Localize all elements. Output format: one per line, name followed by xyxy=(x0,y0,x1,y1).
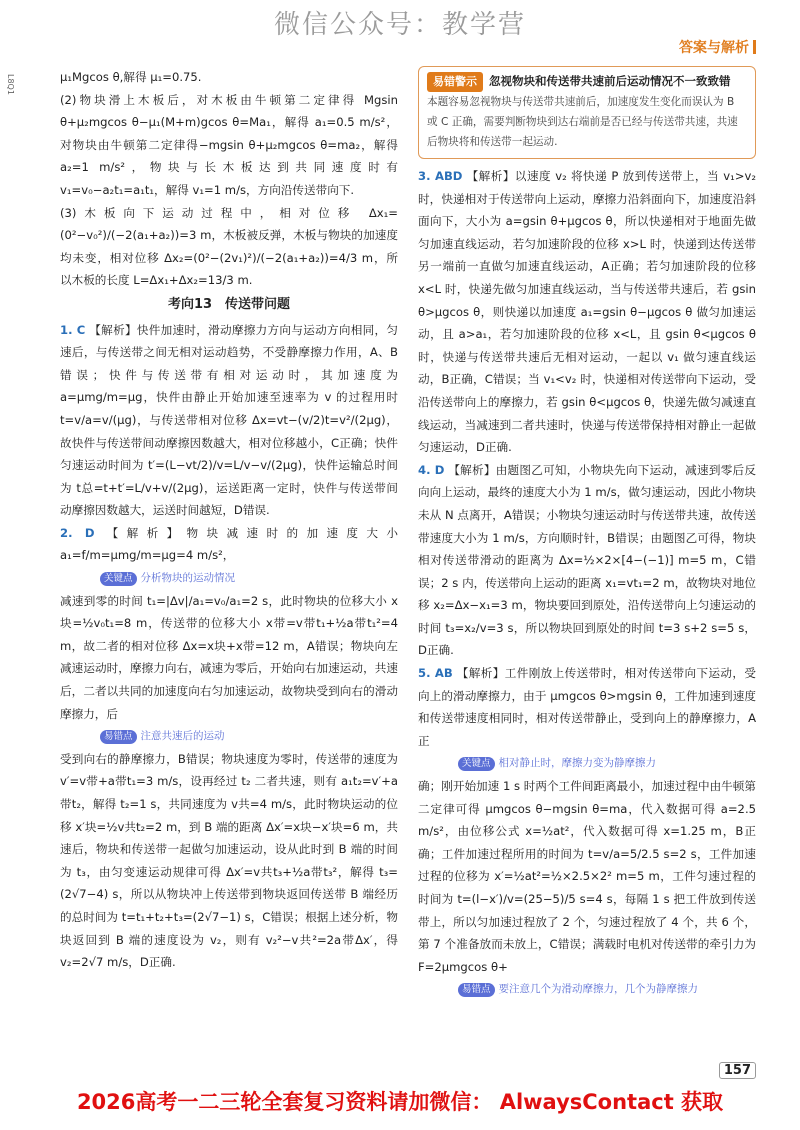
promo-footer: 2026高考一二三轮全套复习资料请加微信： AlwaysContact 获取 xyxy=(76,1090,724,1114)
question-number: 3. ABD xyxy=(418,169,463,183)
question-number: 2. D xyxy=(60,525,95,540)
key-point-badge: 关键点 xyxy=(100,572,137,586)
paragraph: 减速到零的时间 t₁=|Δv|/a₁=v₀/a₁=2 s，此时物块的位移大小 x块=½v₀t₁=8 m，传送带的位移大小 x带=v带t₁+½a带t₁²=4 m，故二者的相对位移 Δx=x块+x带=12 m，A错误；物块向左减速运动时，摩擦力向右，减速为零后，开始向右加速运动，共速后，二者以共同的加速度向右匀加速运动，故物块受到向右的滑动摩擦力，后 xyxy=(60,593,398,721)
error-point-badge: 易错点 xyxy=(100,730,137,744)
paragraph: (3)木板向下运动过程中，相对位移 Δx₁=(0²−v₀²)/(−2(a₁+a₂))=3 m，木板被反弹，木板与物块的加速度均未变，相对位移 Δx₂=(0²−(2v₁)²)/(−2(a₁+a₂))=4/3 m，所以木板的长度 L=Δx₁+Δx₂=13/3 m. xyxy=(60,205,398,288)
key-point-note: 关键点 分析物块的运动情况 xyxy=(60,567,398,590)
answer-section-label: 答案与解析 xyxy=(679,37,756,57)
warning-title: 忽视物块和传送带共速前后运动情况不一致致错 xyxy=(489,74,731,88)
warning-tag: 易错警示 xyxy=(427,72,483,92)
question-2: 2. D 【解析】物块减速时的加速度大小 a₁=f/m=μmg/m=μg=4 m/s²， xyxy=(60,525,398,563)
question-3: 3. ABD 【解析】以速度 v₂ 将快递 P 放到传送带上，当 v₁>v₂ 时，快递相对于传送带向上运动，摩擦力沿斜面向下，加速度沿斜面向下，大小为 a=gsin θ+μgcos θ，所以快递相对于地面先做匀加速直线运动，若匀加速阶段的位移 x>L 时，快递到达传送带另一端前一直做匀加速直线运动，A正确；若匀加速阶段的位移 x<L 时，快递先做匀加速直线运动，当与传送带共速后，若 gsin θ>μgcos θ，则快递以加速度 a₁=gsin θ−μgcos θ 做匀加速运动，且 a>a₁，若匀加速阶段的位移 x<L，且 gsin θ<μgcos θ 时，快递与传送带共速后无相对运动，一起以 v₁ 做匀速直线运动，B正确，C错误；当 v₁<v₂ 时，快递相对传送带向下运动，受沿传送带向上的摩擦力，若 gsin θ<μgcos θ，快递先做匀减速直线运动，当减速到二者共速时，快递与传送带保持相对静止一起做匀速运动，D正确. xyxy=(418,169,756,455)
question-number: 5. AB xyxy=(418,666,453,681)
question-5: 5. AB 【解析】工件刚放上传送带时，相对传送带向下运动，受向上的滑动摩擦力，由于 μmgcos θ>mgsin θ，工件加速到速度和传送带速度相同时，相对传送带静止，受到向上的静摩擦力，A正 xyxy=(418,666,756,748)
page-number: 157 xyxy=(719,1062,756,1079)
side-code: L8Q1 xyxy=(6,74,15,95)
key-point-badge: 关键点 xyxy=(458,757,495,771)
question-4: 4. D 【解析】由题图乙可知，小物块先向下运动，减速到零后反向向上运动，最终的速度大小为 1 m/s，做匀速运动，因此小物块未从 N 点离开，A错误；小物块匀速运动时与传送带共速，故传送带速度大小为 1 m/s，方向顺时针，B错误；由题图乙可得，物块相对传送带滑动的距离为 Δx=½×2×[4−(−1)] m=5 m，C错误；2 s 内，传送带向上运动的距离 x₁=vt₁=2 m，故物块对地位移 x₂=Δx−x₁=3 m，物块要回到原处，沿传送带向上匀速运动的时间 t₃=x₂/v=3 s，所以物块回到原处的时间 t=3 s+2 s=5 s，D正确. xyxy=(418,462,756,658)
paragraph: 受到向右的静摩擦力，B错误；物块速度为零时，传送带的速度为 v′=v带+a带t₁=3 m/s，设再经过 t₂ 二者共速，则有 a₁t₂=v′+a带t₂，解得 t₂=1 s，共同速度为 v共=4 m/s，此时物块运动的位移 x′块=½v共t₂=2 m，到 B 端的距离 Δx′=x块−x′块=6 m，共速后，物块和传送带一起做匀加速运动，设从此时到 B 端的时间为 t₃，由匀变速运动规律可得 Δx′=v共t₃+½a带t₃²，解得 t₃=(2√7−4) s，所以从物块冲上传送带到物块返回传送带 B 端经历的总时间为 t=t₁+t₂+t₃=(2√7−1) s，C错误；根据上述分析，物块返回到 B 端的速度设为 v₂，则有 v₂²−v共²=2a带Δx′，得 v₂=2√7 m/s，D正确. xyxy=(60,751,398,970)
wechat-watermark: 微信公众号：教学营 xyxy=(273,10,526,40)
left-column xyxy=(60,66,398,974)
error-point-badge: 易错点 xyxy=(458,983,495,997)
question-number: 4. D xyxy=(418,462,445,477)
error-point-note: 易错点 注意共速后的运动 xyxy=(60,725,398,748)
section-title: 考向13 传送带问题 xyxy=(167,296,291,312)
right-column xyxy=(418,66,756,1001)
error-point-note: 易错点 要注意几个为滑动摩擦力，几个为静摩擦力 xyxy=(418,978,756,1001)
question-number: 1. C xyxy=(60,322,86,337)
paragraph: μ₁Mgcos θ,解得 μ₁=0.75. xyxy=(60,70,202,84)
error-warning-box xyxy=(418,66,756,159)
warning-body: 本题容易忽视物块与传送带共速前后，加速度发生变化而误认为 B 或 C 正确，需要判断物块到达右端前是否已经与传送带共速，共速后物块将和传送带一起运动. xyxy=(427,96,738,148)
paragraph: 确；刚开始加速 1 s 时两个工件间距离最小，加速过程中由牛顿第二定律可得 μmgcos θ−mgsin θ=ma，代入数据可得 a=2.5 m/s²，由位移公式 x=½at²，代入数据可得 x=1.25 m，B正确；工件加速过程所用的时间为 t=v/a=5/2.5 s=2 s，工件加速过程的位移为 x′=½at²=½×2.5×2² m=5 m，工件匀速过程的时间为 t=(l−x′)/v=(25−5)/5 s=4 s，每隔 1 s 把工件放到传送带上，所以匀加速过程放了 2 个，匀速过程放了 4 个，共 6 个，第 7 个准备放而未放上，C错误；满载时电机对传送带的牵引力为 F=2μmgcos θ+ xyxy=(418,779,756,974)
paragraph: (2)物块滑上木板后，对木板由牛顿第二定律得 Mgsin θ+μ₂mgcos θ−μ₁(M+m)gcos θ=Ma₁，解得 a₁=0.5 m/s²，对物块由牛顿第二定律得−mgsin θ+μ₂mgcos θ=ma₂，解得 a₂=1 m/s²，物块与长木板达到共同速度时有 v₁=v₀−a₂t₁=a₁t₁，解得 v₁=1 m/s，方向沿传送带向下. xyxy=(60,92,398,197)
question-1: 1. C 【解析】快件加速时，滑动摩擦力方向与运动方向相同，匀速后，与传送带之间无相对运动趋势，不受静摩擦力作用，A、B错误；快件与传送带有相对运动时，其加速度为 a=μmg/m=μg，快件由静止开始加速至速率为 v 的过程用时 t=v/a=v/(μg)，与传送带相对位移 Δx=vt−(v/2)t=v²/(2μg)，故快件与传送带间动摩擦因数越大，相对位移越小，C正确；快件匀速运动时间为 t′=(L−vt/2)/v=L/v−v/(2μg)，快件运输总时间为 t总=t+t′=L/v+v/(2μg)，运送距离一定时，快件与传送带间动摩擦因数越大，运送时间越短，D错误. xyxy=(60,322,398,518)
key-point-note: 关键点 相对静止时，摩擦力变为静摩擦力 xyxy=(418,752,756,775)
